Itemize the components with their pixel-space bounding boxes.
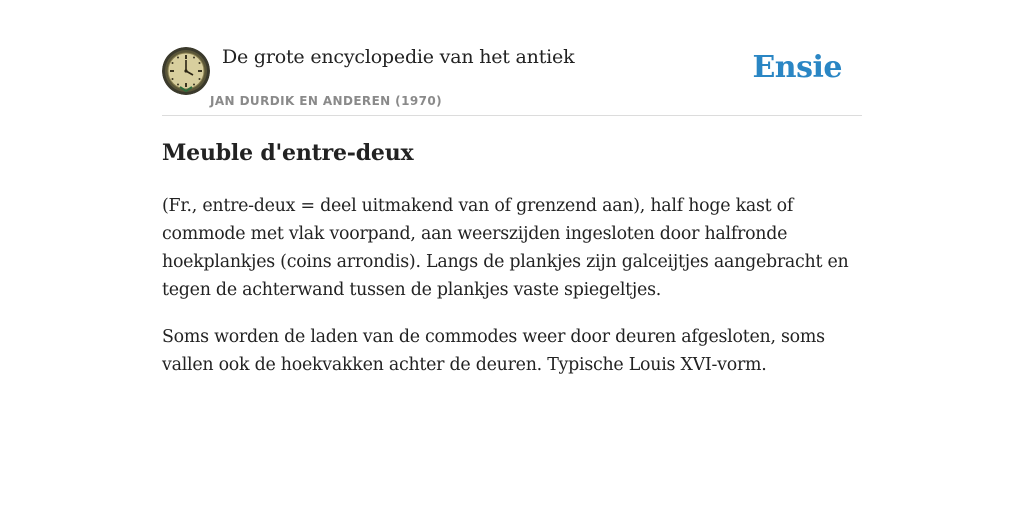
entry-paragraph: (Fr., entre-deux = deel uitmakend van of grenzend aan), half hoge kast of commode met vlak voorpand, aan weerszijden ingesloten door halfronde hoekplankjes (coins arrondis). Langs de plankjes zijn galceijtjes aangebracht en tegen de achterwand tussen de plankjes vaste spiegeltjes. — [162, 196, 849, 300]
book-title[interactable]: De grote encyclopedie van het antiek — [222, 46, 575, 68]
book-author: JAN DURDIK EN ANDEREN (1970) — [210, 94, 442, 108]
book-header — [162, 44, 862, 116]
clock-icon[interactable] — [162, 47, 210, 95]
entry-paragraph: Soms worden de laden van de commodes weer door deuren afgesloten, soms vallen ook de hoekvakken achter de deuren. Typische Louis XVI-vorm. — [162, 327, 825, 375]
entry-title: Meuble d'entre-deux — [162, 140, 414, 166]
entry-body — [162, 192, 867, 398]
ensie-logo-link[interactable]: Ensie — [752, 50, 842, 85]
